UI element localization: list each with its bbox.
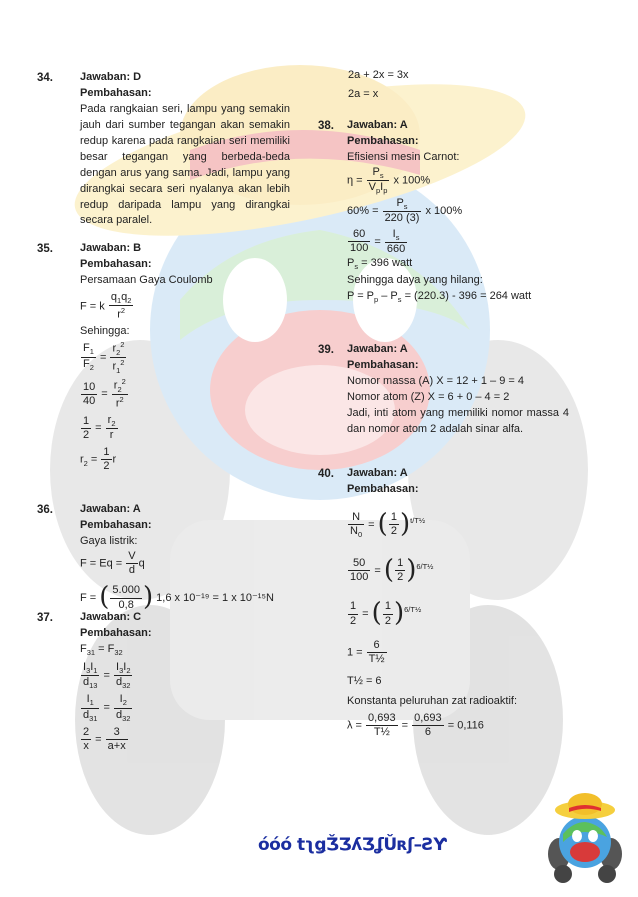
- ratio-eq-4: $r_2$ = $\frac{1}{2}$ r: [80, 445, 117, 472]
- footer-text: óóó tʅǥǮƷʎƷʆǓʀʃ–ƧƳ: [258, 835, 447, 855]
- explanation-heading: Pembahasan:: [80, 257, 152, 270]
- question-number: 37.: [37, 612, 53, 624]
- answer-label: Jawaban: D: [80, 71, 142, 83]
- explanation-heading: Pembahasan:: [347, 482, 419, 495]
- explanation-intro: Efisiensi mesin Carnot:: [347, 150, 460, 163]
- force-calc: F = ( $\frac{5.000}{0,8}$ ) 1,6 x 10⁻¹⁹ = 1 x 10⁻¹⁵N: [80, 582, 274, 613]
- question-37-continued: [348, 68, 568, 103]
- half-life-result: T½ = 6: [347, 675, 382, 688]
- question-40: [347, 466, 577, 740]
- question-number: 39.: [318, 344, 334, 356]
- decay-calc-1: $\frac{50}{100}$ = ( $\frac{1}{2}$ )$^{6/T\frac{1}{2}}$: [350, 554, 434, 585]
- answer-label: Jawaban: C: [80, 611, 142, 623]
- force-formula: F = Eq = $\frac{V}{d}$ q: [80, 549, 145, 576]
- atomic-number-line: Nomor atom (Z) X = 6 + 0 – 4 = 2: [347, 390, 510, 403]
- question-number: 34.: [37, 72, 53, 84]
- decay-formula: $\frac{N}{N_0}$ = ( $\frac{1}{2}$ )$^{t/T\frac{1}{2}}$: [350, 508, 426, 539]
- mass-number-line: Nomor massa (A) X = 12 + 1 – 9 = 4: [347, 374, 524, 387]
- answer-label: Jawaban: B: [80, 242, 142, 254]
- ps-value: = 396 watt: [361, 256, 413, 269]
- eq-37-3: $\frac{2}{x}$ = $\frac{3}{a+x}$: [83, 725, 126, 752]
- force-equality: $F_{31} = F_{32}$: [80, 642, 123, 658]
- question-39: [347, 342, 569, 438]
- mascot-logo: [545, 792, 625, 884]
- decay-calc-3: 1 = $\frac{6}{\text{T½}}$: [347, 638, 385, 666]
- loss-value: = (220.3) - 396 = 264 watt: [404, 289, 532, 302]
- explanation-text: Pada rangkaian seri, lampu yang semakin jauh dari sumber tegangan akan semakin redup karena pada rangkaian seri memiliki besar tegangan yang berbeda-beda dengan arus yang sama. Jadi, lampu yang dirangkai secara seri nyalanya akan lebih redup daripada lampu yang dirangkai secara paralel.: [80, 102, 290, 227]
- question-number: 38.: [318, 120, 334, 132]
- ps-result: $P_s = 396$ watt: [347, 256, 413, 272]
- ratio-eq-2: $\frac{10}{40}$ = $\frac{r_2^2}{r^2}$: [83, 377, 126, 410]
- question-35: [80, 241, 290, 473]
- question-34: [80, 70, 290, 229]
- question-36: [80, 502, 310, 617]
- coulomb-formula: F = k $\frac{q_1q_2}{r^2}$: [80, 290, 132, 321]
- question-38: [347, 118, 577, 306]
- loss-intro: Sehingga daya yang hilang:: [347, 274, 483, 286]
- explanation-intro: Gaya listrik:: [80, 534, 138, 547]
- carnot-formula: η = $\frac{P_s}{V_pI_p}$ x 100%: [347, 165, 431, 196]
- explanation-heading: Pembahasan:: [347, 358, 419, 371]
- answer-label: Jawaban: A: [347, 467, 408, 479]
- loss-eq: $P = P_p - P_s = (220.3) - 396 = 264$ watt: [347, 289, 532, 305]
- decay-const-eq: λ = $\frac{0,693}{\text{T½}}$ = $\frac{0,693}{6}$ = 0,116: [347, 712, 484, 739]
- question-number: 40.: [318, 468, 334, 480]
- explanation-heading: Pembahasan:: [347, 134, 419, 147]
- question-number: 35.: [37, 243, 53, 255]
- explanation-text: Jadi, inti atom yang memiliki nomor massa 4 dan nomor atom 2 adalah sinar alfa.: [347, 406, 569, 435]
- question-number: 36.: [37, 504, 53, 516]
- ratio-eq-3: $\frac{1}{2}$ = $\frac{r_2}{r}$: [83, 414, 116, 442]
- eq-37-1: $\frac{I_3I_1}{d_{13}}$ = $\frac{I_3I_2}{d_{32}}$: [83, 660, 131, 691]
- eq-37-2: $\frac{I_1}{d_{31}}$ = $\frac{I_2}{d_{32}}$: [83, 693, 131, 723]
- half-life-value: = 6: [365, 675, 382, 688]
- decay-const-intro: Konstanta peluruhan zat radioaktif:: [347, 695, 518, 708]
- force-result: 1,6 x 10⁻¹⁹ = 1 x 10⁻¹⁵N: [156, 591, 274, 604]
- eq-37-4: 2a + 2x = 3x: [348, 69, 409, 81]
- answer-label: Jawaban: A: [347, 343, 408, 355]
- explanation-heading: Pembahasan:: [80, 626, 152, 639]
- explanation-heading: Pembahasan:: [80, 518, 152, 531]
- question-37: [80, 610, 290, 753]
- answer-label: Jawaban: A: [347, 119, 408, 131]
- eq-37-5: 2a = x: [348, 87, 379, 100]
- then-label: Sehingga:: [80, 324, 130, 337]
- carnot-calc: 60% = $\frac{P_s}{220 (3)}$ x 100%: [347, 197, 463, 225]
- answer-label: Jawaban: A: [80, 503, 141, 515]
- ratio-eq-1: $\frac{F_1}{F_2}$ = $\frac{r_2^2}{r_1^2}$: [83, 339, 125, 375]
- explanation-heading: Pembahasan:: [80, 86, 152, 99]
- explanation-intro: Persamaan Gaya Coulomb: [80, 273, 213, 286]
- carnot-ratio: $\frac{60}{100}$ = $\frac{I_s}{660}$: [350, 227, 406, 255]
- decay-calc-2: $\frac{1}{2}$ = ( $\frac{1}{2}$ )$^{6/T\frac{1}{2}}$: [350, 598, 422, 629]
- decay-const-value: = 0,116: [447, 719, 484, 732]
